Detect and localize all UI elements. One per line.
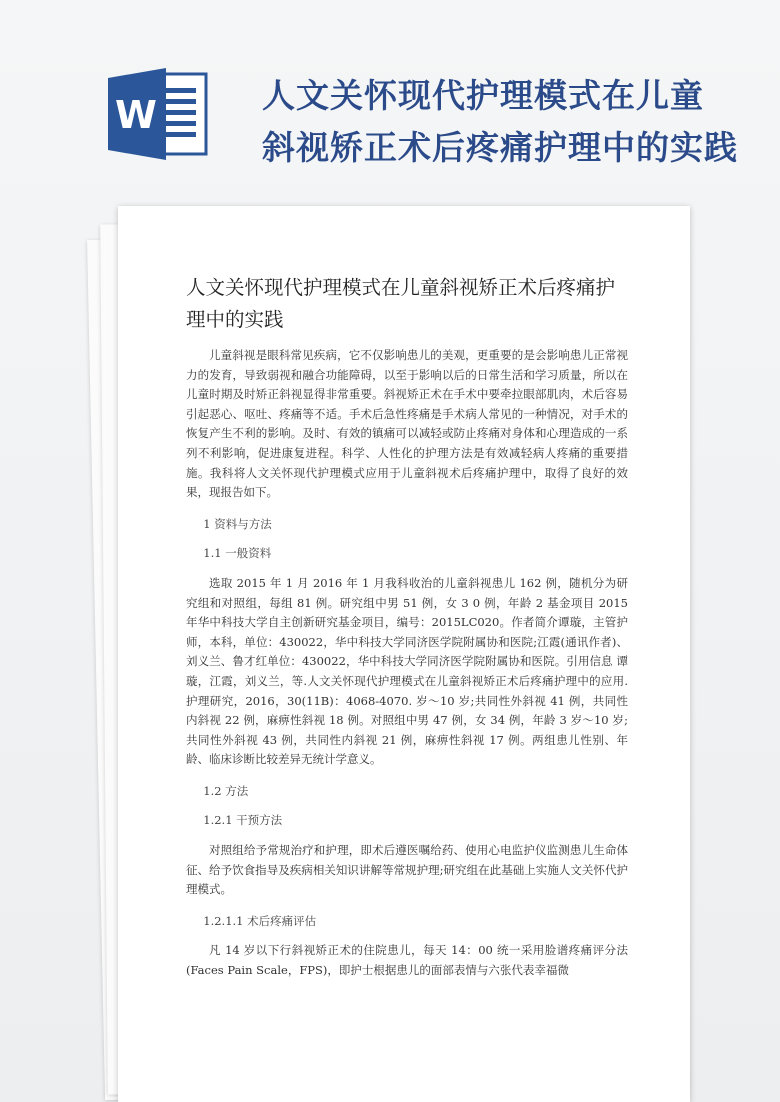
word-document-icon [108, 68, 208, 160]
hero-title [262, 70, 762, 174]
section-1-2-1-1-paragraph: 凡 14 岁以下行斜视矫正术的住院患儿，每天 14：00 统一采用脸谱疼痛评分法(Faces Pain Scale，FPS)，即护士根据患儿的面部表情与六张代表幸福微 [186, 943, 628, 978]
section-heading-1-2: 1.2 方法 [203, 783, 249, 798]
section-1-2-1-paragraph: 对照组给予常规治疗和护理，即术后遵医嘱给药、使用心电监护仪监测患儿生命体征、给予饮食指导及疾病相关知识讲解等常规护理;研究组在此基础上实施人文关怀代护理模式。 [186, 843, 628, 897]
hero-title-line2: 斜视矫正术后疼痛护理中的实践 [262, 128, 738, 167]
hero-title-line1: 人文关怀现代护理模式在儿童 [262, 76, 704, 115]
document-title: 人文关怀现代护理模式在儿童斜视矫正术后疼痛护理中的实践 [186, 276, 616, 331]
word-icon-letter: W [115, 93, 157, 137]
section-1-1-paragraph: 选取 2015 年 1 月 2016 年 1 月我科收治的儿童斜视患儿 162 例，随机分为研究组和对照组，每组 81 例。研究组中男 51 例，女 3 0 例，年龄 2 基金项目 2015 年华中科技大学自主创新研究基金项目，编号：2015LC020。作者简介谭璇，主管护师，本科，单位：430022，华中科技大学同济医学院附属协和医院;江霞(通讯作者)、刘义兰、鲁才红单位：430022，华中科技大学同济医学院附属协和医院。引用信息 谭璇，江霞，刘义兰，等.人文关怀现代护理模式在儿童斜视矫正术后疼痛护理中的应用.护理研究，2016，30(11B)：4068-4070. 岁～10 岁;共同性外斜视 41 例，共同性内斜视 22 例，麻痹性斜视 18 例。对照组中男 47 例，女 34 例，年龄 3 岁～10 岁;共同性外斜视 43 例，共同性内斜视 21 例，麻痹性斜视 17 例。两组患儿性别、年龄、临床诊断比较差异无统计学意义。 [186, 575, 628, 767]
document-body [186, 346, 628, 981]
section-heading-1-1: 1.1 一般资料 [203, 546, 272, 561]
section-heading-1-2-1-1: 1.2.1.1 术后疼痛评估 [203, 913, 317, 928]
intro-paragraph: 儿童斜视是眼科常见疾病，它不仅影响患儿的美观，更重要的是会影响患儿正常视力的发育，导致弱视和融合功能障碍，以至于影响以后的日常生活和学习质量，所以在儿童时期及时矫正斜视显得非常重要。斜视矫正术在手术中要牵拉眼部肌肉，术后容易引起恶心、呕吐、疼痛等不适。手术后急性疼痛是手术病人常见的一种情况，对手术的恢复产生不利的影响。及时、有效的镇痛可以减轻或防止疼痛对身体和心理造成的一系列不利影响，促进康复进程。科学、人性化的护理方法是有效减轻病人疼痛的重要措施。我科将人文关怀现代护理模式应用于儿童斜视术后疼痛护理中，取得了良好的效果，现报告如下。 [186, 348, 628, 500]
section-heading-1-2-1: 1.2.1 干预方法 [203, 813, 283, 828]
section-heading-1: 1 资料与方法 [203, 516, 272, 531]
document-page [118, 206, 690, 1102]
